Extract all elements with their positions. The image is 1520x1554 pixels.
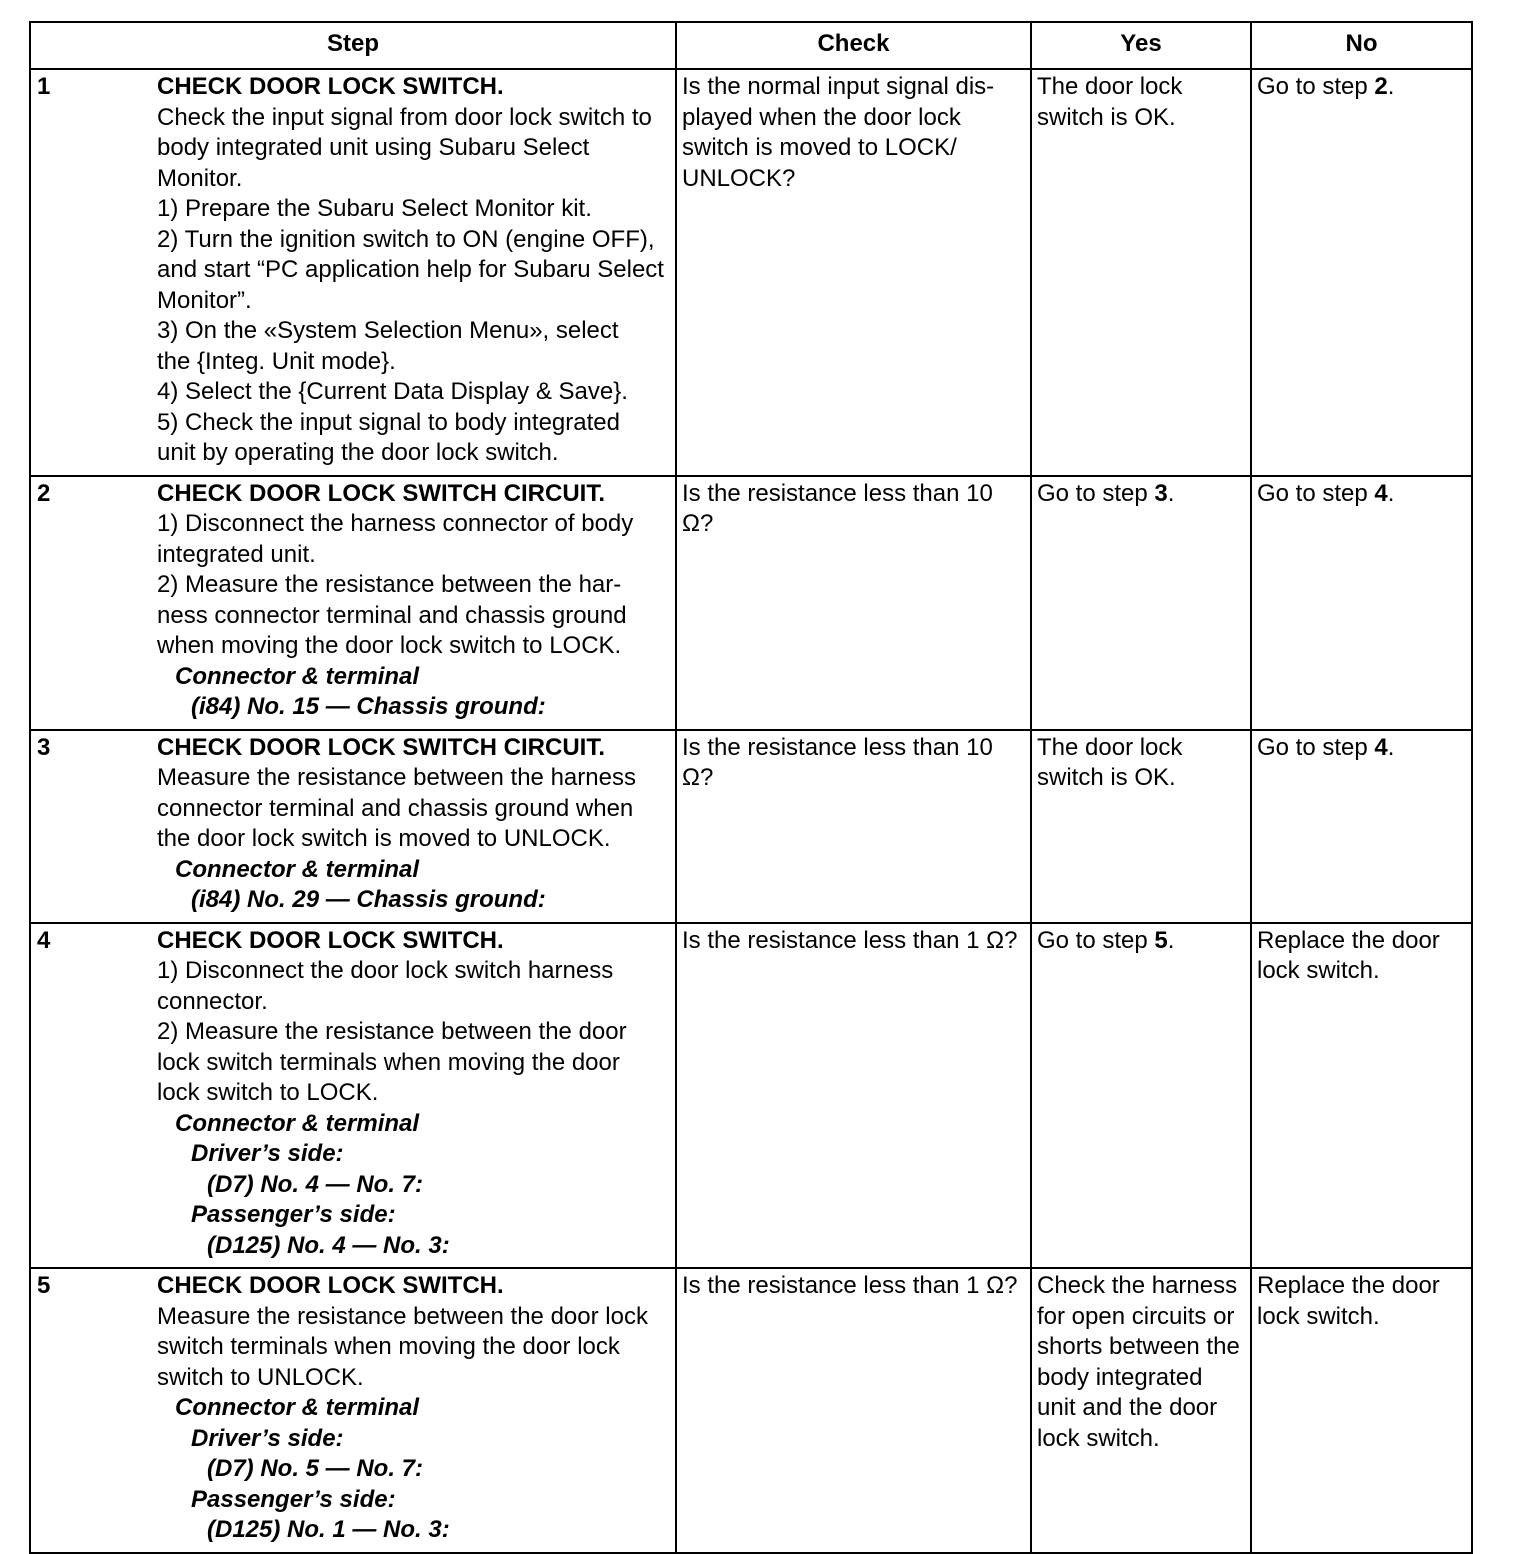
step-body xyxy=(157,72,671,469)
step-body xyxy=(157,733,671,916)
header-step: Step xyxy=(30,22,676,69)
step-line: 2) Turn the ignition switch to ON (engine OFF), xyxy=(157,225,655,253)
step-line: Measure the resistance between the harness xyxy=(157,764,636,791)
step-line: 1) Prepare the Subaru Select Monitor kit. xyxy=(157,195,592,222)
yes-line: body integrated xyxy=(1037,1363,1203,1391)
step-title: CHECK DOOR LOCK SWITCH. xyxy=(157,73,504,100)
passengers-side-value: (D125) No. 1 — No. 3: xyxy=(207,1516,450,1543)
check-cell xyxy=(676,730,1031,923)
step-line: lock switch terminals when moving the door xyxy=(157,1048,620,1076)
no-text xyxy=(1252,731,1471,770)
no-line: lock switch. xyxy=(1257,1302,1380,1330)
yes-suffix: . xyxy=(1167,926,1175,954)
step-cell xyxy=(30,1268,676,1553)
step-line: Measure the resistance between the door lock xyxy=(157,1302,648,1330)
table-row-step-2 xyxy=(30,476,1472,730)
yes-line: lock switch. xyxy=(1037,1424,1160,1452)
yes-line: unit and the door xyxy=(1037,1394,1218,1421)
no-cell xyxy=(1251,69,1472,476)
step-line: when moving the door lock switch to LOCK. xyxy=(157,632,622,659)
no-text xyxy=(1252,70,1471,109)
step-body xyxy=(157,1271,671,1546)
step-line: integrated unit. xyxy=(157,540,316,568)
yes-line: for open circuits or xyxy=(1037,1302,1235,1330)
passengers-side-label: Passenger’s side: xyxy=(191,1485,396,1513)
no-prefix: Go to step xyxy=(1257,73,1375,100)
step-line: 1) Disconnect the harness connector of body xyxy=(157,510,634,537)
step-line: 5) Check the input signal to body integrated xyxy=(157,408,620,436)
no-prefix: Go to step xyxy=(1257,479,1375,507)
yes-cell xyxy=(1031,730,1251,923)
step-cell xyxy=(30,923,676,1269)
drivers-side-label: Driver’s side: xyxy=(191,1424,344,1452)
step-title: CHECK DOOR LOCK SWITCH CIRCUIT. xyxy=(157,479,605,507)
connector-terminal-value: (i84) No. 29 — Chassis ground: xyxy=(191,886,546,913)
yes-cell xyxy=(1031,923,1251,1269)
yes-suffix: . xyxy=(1167,479,1175,507)
step-line: ness connector terminal and chassis ground xyxy=(157,601,627,629)
yes-step-ref: 3 xyxy=(1154,479,1168,507)
step-line: Check the input signal from door lock switch to xyxy=(157,103,652,131)
step-title: CHECK DOOR LOCK SWITCH CIRCUIT. xyxy=(157,733,605,761)
step-cell xyxy=(30,69,676,476)
step-number: 2 xyxy=(37,479,51,507)
step-line: 4) Select the {Current Data Display & Save}. xyxy=(157,378,628,405)
no-suffix: . xyxy=(1387,479,1395,507)
check-line: Is the normal input signal dis- xyxy=(682,73,995,100)
check-cell xyxy=(676,923,1031,1269)
no-text xyxy=(1252,477,1471,516)
diagnostic-procedure-table xyxy=(29,21,1473,1554)
step-line: unit by operating the door lock switch. xyxy=(157,439,559,466)
yes-text xyxy=(1032,924,1250,963)
step-line: and start “PC application help for Subaru Select xyxy=(157,256,664,283)
header-yes: Yes xyxy=(1031,22,1251,69)
check-text: Is the resistance less than 1 Ω? xyxy=(682,1272,1018,1299)
connector-terminal-value: (i84) No. 15 — Chassis ground: xyxy=(191,693,546,720)
drivers-side-label: Driver’s side: xyxy=(191,1140,344,1167)
connector-terminal-heading: Connector & terminal xyxy=(175,1109,420,1137)
step-title: CHECK DOOR LOCK SWITCH. xyxy=(157,926,504,954)
step-line: the door lock switch is moved to UNLOCK. xyxy=(157,825,611,852)
yes-text xyxy=(1032,477,1250,516)
yes-line: switch is OK. xyxy=(1037,764,1176,791)
step-line: switch to UNLOCK. xyxy=(157,1363,364,1391)
table-row-step-4 xyxy=(30,923,1472,1269)
step-body xyxy=(157,926,671,1262)
check-line: switch is moved to LOCK/ xyxy=(682,134,957,161)
yes-line: The door lock xyxy=(1037,73,1183,100)
check-text: Is the resistance less than 10 Ω? xyxy=(682,733,993,791)
table-header-row xyxy=(30,22,1472,69)
no-suffix: . xyxy=(1387,73,1395,100)
yes-line: The door lock xyxy=(1037,733,1183,761)
no-step-ref: 4 xyxy=(1374,479,1388,507)
step-line: body integrated unit using Subaru Select Monitor. xyxy=(157,134,590,192)
no-line: lock switch. xyxy=(1257,957,1380,984)
yes-prefix: Go to step xyxy=(1037,926,1155,954)
step-line: switch terminals when moving the door lock xyxy=(157,1333,620,1360)
connector-terminal-heading: Connector & terminal xyxy=(175,662,420,690)
yes-line: Check the harness xyxy=(1037,1272,1238,1299)
step-line: connector. xyxy=(157,987,268,1015)
no-cell xyxy=(1251,1268,1472,1553)
step-line: Monitor”. xyxy=(157,286,252,314)
check-line: UNLOCK? xyxy=(682,164,796,192)
connector-terminal-heading: Connector & terminal xyxy=(175,855,420,883)
step-title: CHECK DOOR LOCK SWITCH. xyxy=(157,1272,504,1299)
step-cell xyxy=(30,476,676,730)
yes-cell xyxy=(1031,1268,1251,1553)
table-row-step-1 xyxy=(30,69,1472,476)
table-row-step-3 xyxy=(30,730,1472,923)
no-step-ref: 4 xyxy=(1374,733,1388,761)
yes-line: switch is OK. xyxy=(1037,103,1176,131)
step-line: 3) On the «System Selection Menu», select xyxy=(157,317,619,344)
step-line: connector terminal and chassis ground when xyxy=(157,794,634,822)
no-cell xyxy=(1251,923,1472,1269)
no-suffix: . xyxy=(1387,733,1395,761)
check-cell xyxy=(676,69,1031,476)
yes-line: shorts between the xyxy=(1037,1333,1240,1360)
no-line: Replace the door xyxy=(1257,1272,1440,1299)
check-text: Is the resistance less than 10 Ω? xyxy=(682,479,993,537)
no-step-ref: 2 xyxy=(1374,73,1388,100)
step-number: 1 xyxy=(37,73,51,100)
passengers-side-label: Passenger’s side: xyxy=(191,1201,396,1228)
check-text: Is the resistance less than 1 Ω? xyxy=(682,926,1018,954)
step-line: 2) Measure the resistance between the door xyxy=(157,1018,627,1045)
drivers-side-value: (D7) No. 5 — No. 7: xyxy=(207,1455,424,1482)
table-row-step-5 xyxy=(30,1268,1472,1553)
step-line: the {Integ. Unit mode}. xyxy=(157,347,396,375)
header-no: No xyxy=(1251,22,1472,69)
check-cell xyxy=(676,1268,1031,1553)
no-cell xyxy=(1251,730,1472,923)
step-line: 2) Measure the resistance between the har- xyxy=(157,571,622,598)
step-line: lock switch to LOCK. xyxy=(157,1079,379,1106)
passengers-side-value: (D125) No. 4 — No. 3: xyxy=(207,1231,450,1259)
no-cell xyxy=(1251,476,1472,730)
connector-terminal-heading: Connector & terminal xyxy=(175,1394,420,1421)
step-cell xyxy=(30,730,676,923)
drivers-side-value: (D7) No. 4 — No. 7: xyxy=(207,1170,424,1198)
yes-prefix: Go to step xyxy=(1037,479,1155,507)
yes-step-ref: 5 xyxy=(1154,926,1168,954)
check-cell xyxy=(676,476,1031,730)
yes-cell xyxy=(1031,476,1251,730)
step-number: 3 xyxy=(37,733,51,761)
step-number: 5 xyxy=(37,1272,51,1299)
step-body xyxy=(157,479,671,723)
step-number: 4 xyxy=(37,926,51,954)
check-line: played when the door lock xyxy=(682,103,961,131)
step-line: 1) Disconnect the door lock switch harness xyxy=(157,957,614,984)
no-prefix: Go to step xyxy=(1257,733,1375,761)
yes-cell xyxy=(1031,69,1251,476)
header-check: Check xyxy=(676,22,1031,69)
no-line: Replace the door xyxy=(1257,926,1440,954)
